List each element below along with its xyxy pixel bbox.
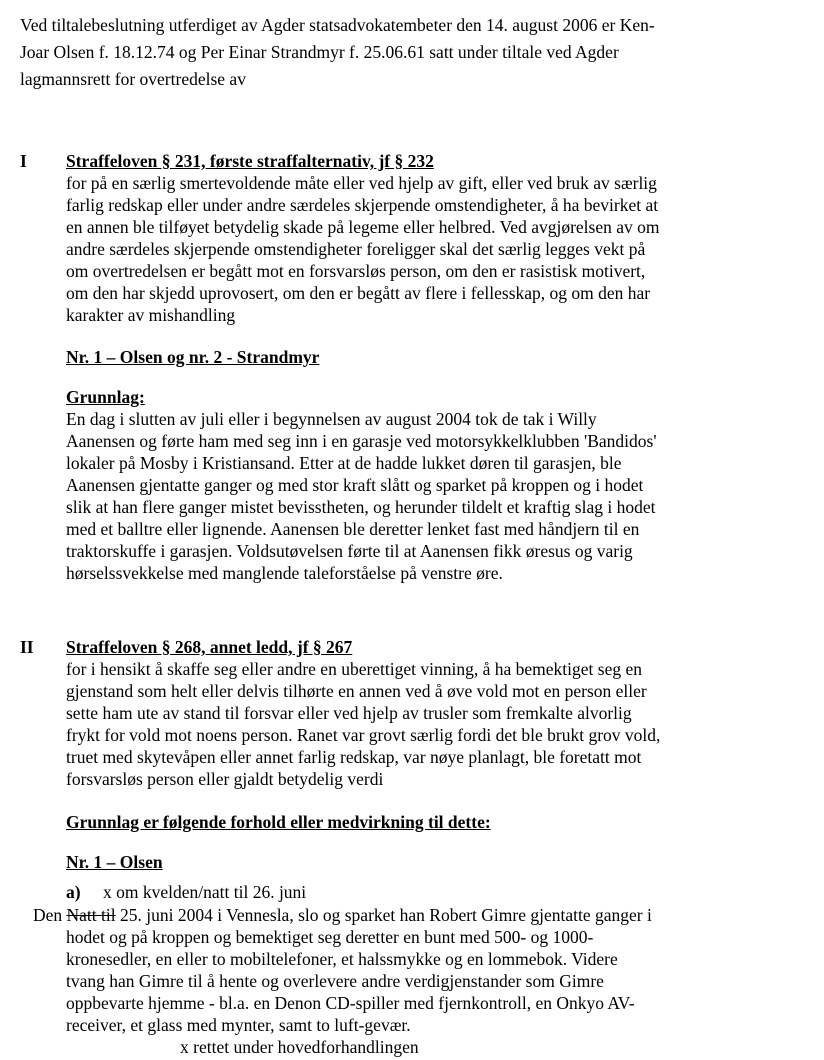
- body-line: farlig redskap eller under andre særdeles skjerpende omstendigheter, å ha bevirket at: [66, 195, 659, 215]
- item-first-rest: 25. juni 2004 i Vennesla, slo og sparket han Robert Gimre gjentatte ganger i: [115, 905, 652, 925]
- intro-line: lagmannsrett for overtredelse av: [20, 69, 246, 89]
- section-numeral-2: II: [20, 637, 34, 657]
- item-paragraph: [66, 926, 635, 1036]
- grunnlag-line: lokaler på Mosby i Kristiansand. Etter at de hadde lukket døren til garasjen, ble: [66, 453, 622, 473]
- item-line: oppbevarte hjemme - bl.a. en Denon CD-spiller med fjernkontroll, en Onkyo AV-: [66, 993, 635, 1013]
- grunnlag-line: slik at han flere ganger mistet bevisstheten, og herunder tildelt et kraftig slag i hodet: [66, 497, 656, 517]
- grunnlag-line: traktorskuffe i garasjen. Voldsutøvelsen førte til at Aanensen fikk øresus og varig: [66, 541, 633, 561]
- grunnlag-line: Aanensen gjentatte ganger og med stor kraft slått og sparket på kroppen og i hodet: [66, 475, 644, 495]
- section-1-body: [66, 172, 660, 326]
- intro-paragraph: [20, 12, 655, 93]
- grunnlag-line: En dag i slutten av juli eller i begynnelsen av august 2004 tok de tak i Willy: [66, 409, 597, 429]
- grunnlag-paragraph: [66, 408, 656, 584]
- body-line: om den har skjedd uprovosert, om den er begått av flere i fellesskap, og om den har: [66, 283, 651, 303]
- item-correction-note: x om kvelden/natt til 26. juni: [103, 882, 307, 902]
- grunnlag-line: med et balltre eller lignende. Aanensen ble deretter lenket fast med håndjern til en: [66, 519, 640, 539]
- intro-line: Joar Olsen f. 18.12.74 og Per Einar Strandmyr f. 25.06.61 satt under tiltale ved Agder: [20, 42, 619, 62]
- body-line: gjenstand som helt eller delvis tilhørte en annen ved å øve vold mot en person eller: [66, 681, 647, 701]
- grunnlag-line: Aanensen og førte ham med seg inn i en garasje ved motorsykkelklubben 'Bandidos': [66, 431, 657, 451]
- body-line: frykt for vold mot noens person. Ranet var grovt særlig fordi det ble brukt grov vold,: [66, 725, 661, 745]
- item-first-line: [33, 904, 652, 926]
- body-line: sette ham ute av stand til forsvar eller ved hjelp av trusler som fremkalte alvorlig: [66, 703, 632, 723]
- item-line: receiver, et glass med mynter, samt to luft-gevær.: [66, 1015, 411, 1035]
- section-heading-2: Straffeloven § 268, annet ledd, jf § 267: [66, 637, 353, 657]
- item-line: kronesedler, en eller to mobiltelefoner, et halssmykke og en lommebok. Videre: [66, 949, 618, 969]
- section-numeral-1: I: [20, 151, 27, 171]
- body-line: andre særdeles skjerpende omstendigheter foreligger skal det særlig legges vekt på: [66, 239, 646, 259]
- section-2-body: [66, 658, 660, 790]
- item-first-prefix: Den: [33, 905, 67, 925]
- body-line: en annen ble tilføyet betydelig skade på legeme eller helbred. Ved avgjørelsen av om: [66, 217, 660, 237]
- defendants-heading-1: Nr. 1 – Olsen og nr. 2 - Strandmyr: [66, 347, 320, 367]
- section-heading-1: Straffeloven § 231, første straffalternativ, jf § 232: [66, 151, 434, 171]
- body-line: for på en særlig smertevoldende måte eller ved hjelp av gift, eller ved bruk av særlig: [66, 173, 657, 193]
- item-line: hodet og på kroppen og bemektiget seg deretter en bunt med 500- og 1000-: [66, 927, 594, 947]
- body-line: forsvarsløs person eller gjaldt betydelig verdi: [66, 769, 384, 789]
- grunnlag-line: hørselssvekkelse med manglende taleforståelse på venstre øre.: [66, 563, 503, 583]
- body-line: truet med skytevåpen eller annet farlig redskap, var nøye planlagt, ble foretatt mot: [66, 747, 642, 767]
- body-line: om overtredelsen er begått mot en forsvarsløs person, om den er rasistisk motivert,: [66, 261, 646, 281]
- defendant-heading-2: Nr. 1 – Olsen: [66, 852, 163, 872]
- correction-footnote: x rettet under hovedforhandlingen: [180, 1037, 419, 1057]
- item-line: tvang han Gimre til å hente og overlevere andre verdigjenstander som Gimre: [66, 971, 604, 991]
- body-line: karakter av mishandling: [66, 305, 236, 325]
- item-label: a): [66, 882, 81, 902]
- grunnlag-heading-2: Grunnlag er følgende forhold eller medvirkning til dette:: [66, 812, 491, 832]
- intro-line: Ved tiltalebeslutning utferdiget av Agder statsadvokatembeter den 14. august 2006 er Ken-: [20, 15, 655, 35]
- struck-text: Natt til: [66, 905, 116, 925]
- grunnlag-label: Grunnlag:: [66, 387, 145, 407]
- body-line: for i hensikt å skaffe seg eller andre en uberettiget vinning, å ha bemektiget seg en: [66, 659, 642, 679]
